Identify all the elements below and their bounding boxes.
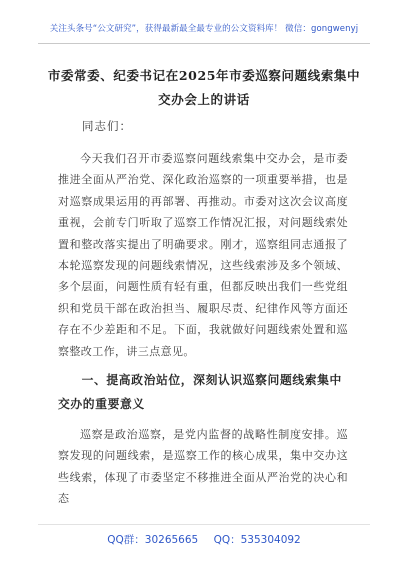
salutation: 同志们： [82,119,132,133]
body-paragraph-2: 巡察是政治巡察，是党内监督的战略性制度安排。巡察发现的问题线索，是巡察工作的核心成果，集中交办这些线索，体现了市委坚定不移推进全面从严治党的决心和态 [58,428,348,506]
footer-divider [38,524,370,525]
footer-qq-group: QQ群：30265665 [107,534,199,546]
header-promo-note: 关注头条号“公文研究”，获得最新最全最专业的公文资料库！ 微信：gongwenyj [49,24,359,34]
header-divider [38,43,370,44]
section-heading-1: 一、提高政治站位，深刻认识巡察问题线索集中交办的重要意义 [58,373,342,411]
footer-qq: QQ：535304092 [213,534,301,546]
footer-contact [0,532,408,547]
document-title: 市委常委、纪委书记在2025年市委巡察问题线索集中交办会上的讲话 [47,68,361,107]
body-paragraph-1: 今天我们召开市委巡察问题线索集中交办会，是市委推进全面从严治党、深化政治巡察的一项重要举措，也是对巡察成果运用的再部署、再推动。市委对这次会议高度重视，会前专门听取了巡察工作情况汇报，对问题线索处置和整改落实提出了明确要求。刚才，巡察组同志通报了本轮巡察发现的问题线索情况，这些线索涉及多个领域、多个层面，问题性质有轻有重，但都反映出我们一些党组织和党员干部在政治担当、履职尽责、纪律作风等方面还存在不少差距和不足。下面，我就做好问题线索处置和巡察整改工作，讲三点意见。 [58,152,348,358]
